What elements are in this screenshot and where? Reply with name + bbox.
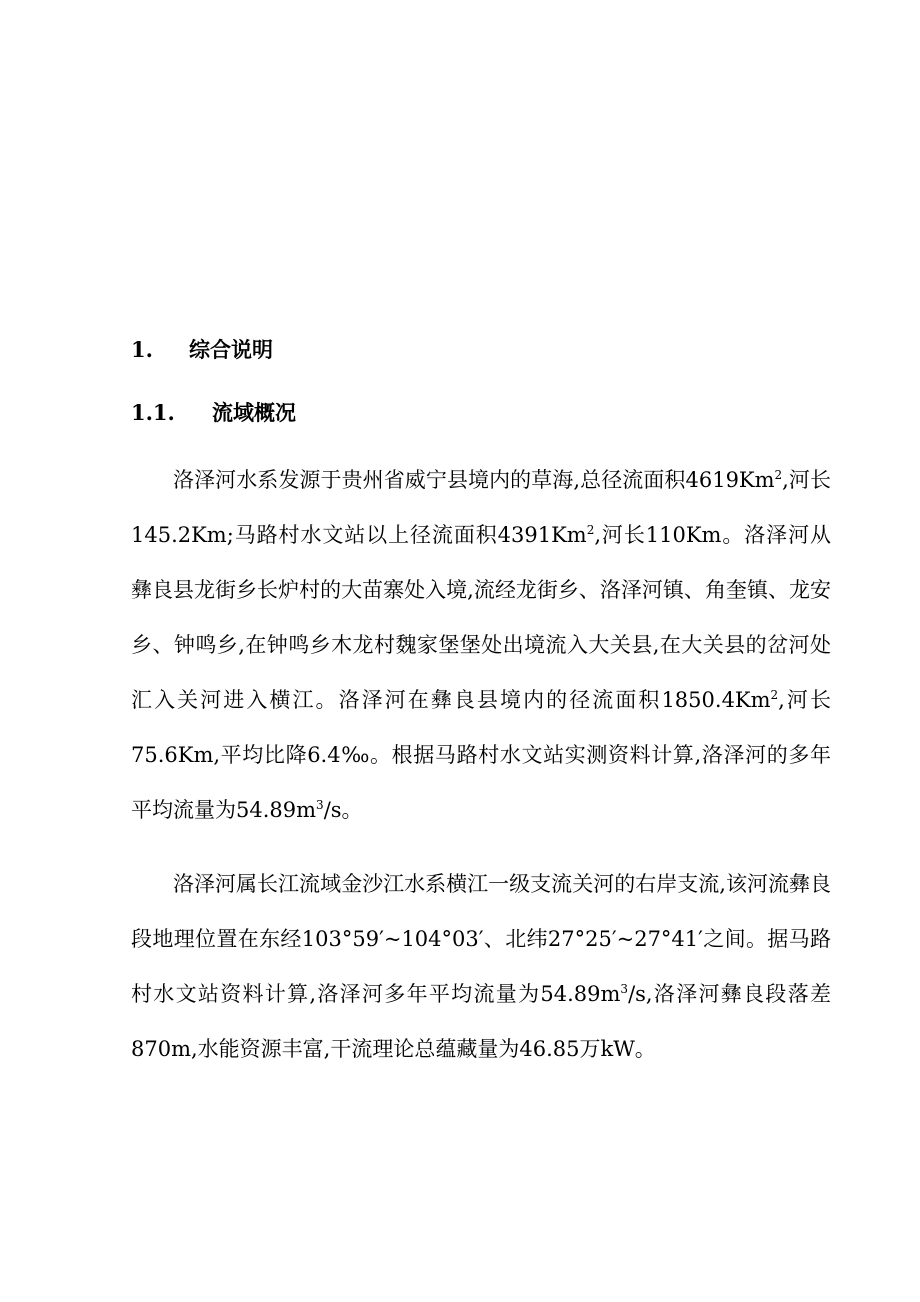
superscript: 2 xyxy=(770,688,779,702)
section-heading xyxy=(131,335,273,365)
paragraph-text: ,河长110Km。洛泽河从彝良县龙街乡长炉村的大苗寨处入境,流经龙街乡、洛泽河镇、角奎镇、龙安乡、钟鸣乡,在钟鸣乡木龙村魏家堡堡处出境流入大关县,在大关县的岔河处汇入关河进入横江。洛泽河在彝良县境内的径流面积1850.4Km xyxy=(131,523,832,712)
section-number: 1. xyxy=(131,337,153,362)
subsection-title: 流域概况 xyxy=(212,400,296,425)
superscript: 3 xyxy=(620,982,629,996)
superscript: 3 xyxy=(316,798,324,812)
paragraph-text: ,河长75.6Km,平均比降6.4‰。根据马路村水文站实测资料计算,洛泽河的多年平均流量为54.89m xyxy=(131,688,831,822)
paragraph-text: /s,洛泽河彝良段落差870m,水能资源丰富,干流理论总蕴藏量为46.85万kW。 xyxy=(131,982,831,1061)
paragraph-text: 洛泽河水系发源于贵州省威宁县境内的草海,总径流面积4619Km xyxy=(173,468,775,492)
subsection-number: 1.1. xyxy=(131,400,175,425)
paragraph-text: 洛泽河属长江流域金沙江水系横江一级支流关河的右岸支流,该河流彝良段地理位置在东经103°59′~104°03′、北纬27°25′~27°41′之间。据马路村水文站资料计算,洛泽河多年平均流量为54.89m xyxy=(131,872,831,1006)
paragraph-basin-overview xyxy=(131,453,831,838)
paragraph-text: ,河长145.2Km;马路村水文站以上径流面积4391Km xyxy=(131,468,831,547)
paragraph-geography xyxy=(131,857,831,1077)
section-title: 综合说明 xyxy=(189,337,273,362)
paragraph-text: /s。 xyxy=(323,798,363,822)
superscript: 2 xyxy=(774,468,783,482)
superscript: 2 xyxy=(586,523,595,537)
subsection-heading xyxy=(131,398,296,428)
